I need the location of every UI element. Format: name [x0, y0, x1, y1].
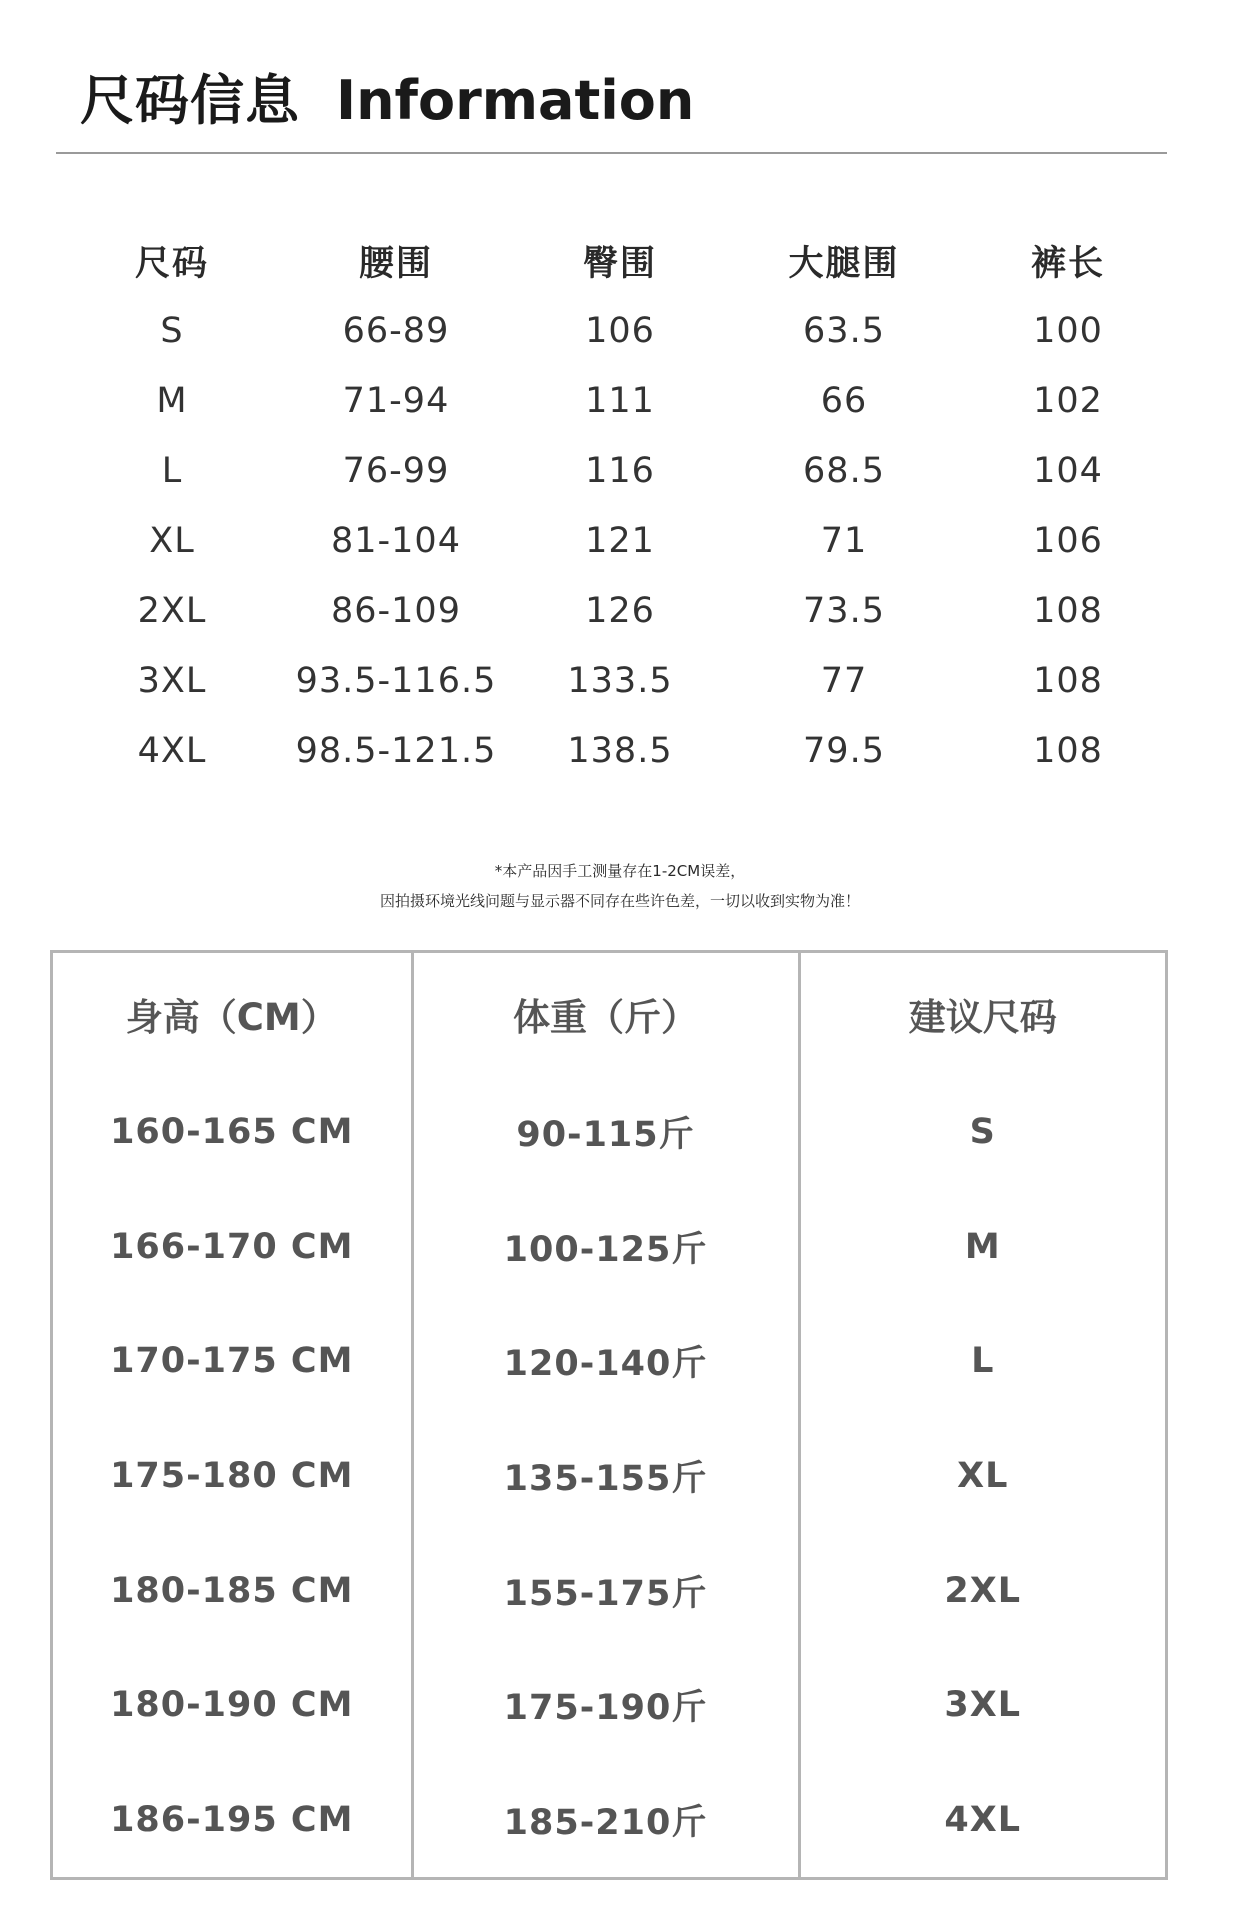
cell-waist: 71-94 [342, 381, 450, 421]
cell-waist: 98.5-121.5 [295, 731, 497, 771]
cell-waist: 76-99 [342, 451, 450, 491]
table-row [60, 646, 1180, 716]
header-length: 裤长 [1030, 244, 1105, 284]
header-size: 尺码 [134, 244, 209, 284]
header-hip: 臀围 [582, 244, 657, 284]
header-weight: 体重（斤） [412, 953, 799, 1075]
cell-waist: 93.5-116.5 [295, 661, 497, 701]
cell-hip: 126 [585, 591, 655, 631]
cell-size: 3XL [137, 661, 207, 701]
cell-thigh: 79.5 [803, 731, 885, 771]
cell-waist: 81-104 [331, 521, 461, 561]
cell-length: 108 [1033, 591, 1103, 631]
cell-hip: 106 [585, 311, 655, 351]
cell-suggested-size: S [799, 1075, 1165, 1190]
cell-thigh: 66 [820, 381, 868, 421]
cell-weight: 120-140斤 [412, 1304, 799, 1419]
cell-weight: 135-155斤 [412, 1419, 799, 1534]
cell-thigh: 68.5 [803, 451, 885, 491]
cell-hip: 111 [585, 381, 655, 421]
table-row [60, 576, 1180, 646]
cell-suggested-size: M [799, 1190, 1165, 1305]
header-waist: 腰围 [358, 244, 433, 284]
header-suggested-size: 建议尺码 [799, 953, 1165, 1075]
recommendation-header-row [53, 953, 1165, 1075]
table-row [60, 366, 1180, 436]
cell-waist: 66-89 [342, 311, 450, 351]
cell-size: M [156, 381, 188, 421]
cell-weight: 155-175斤 [412, 1533, 799, 1648]
cell-height: 175-180 CM [110, 1455, 354, 1496]
cell-weight: 90-115斤 [412, 1075, 799, 1190]
cell-suggested-size: 2XL [799, 1533, 1165, 1648]
cell-length: 102 [1033, 381, 1103, 421]
title-divider [56, 152, 1167, 154]
color-disclaimer-note: 因拍摄环境光线问题与显示器不同存在些许色差，一切以收到实物为准！ [379, 892, 860, 910]
table-row [53, 1190, 1165, 1305]
cell-thigh: 63.5 [803, 311, 885, 351]
cell-weight: 185-210斤 [412, 1762, 799, 1877]
table-row [53, 1533, 1165, 1648]
cell-hip: 133.5 [567, 661, 673, 701]
cell-suggested-size: XL [799, 1419, 1165, 1534]
cell-height: 166-170 CM [110, 1226, 354, 1267]
table-row [60, 506, 1180, 576]
cell-weight: 175-190斤 [412, 1648, 799, 1763]
size-chart-header-row [60, 226, 1180, 296]
cell-thigh: 77 [820, 661, 868, 701]
header-thigh: 大腿围 [788, 244, 900, 284]
cell-height: 160-165 CM [110, 1112, 354, 1153]
table-row [60, 716, 1180, 786]
table-row [53, 1648, 1165, 1763]
cell-height: 186-195 CM [110, 1799, 354, 1840]
cell-size: L [161, 451, 183, 491]
cell-waist: 86-109 [331, 591, 461, 631]
cell-hip: 116 [585, 451, 655, 491]
size-recommendation-table [53, 953, 1165, 1877]
cell-suggested-size: L [799, 1304, 1165, 1419]
table-row [53, 1075, 1165, 1190]
table-row [53, 1419, 1165, 1534]
table-row [60, 436, 1180, 506]
cell-suggested-size: 3XL [799, 1648, 1165, 1763]
title-chinese: 尺码信息 [80, 69, 300, 132]
cell-height: 180-185 CM [110, 1570, 354, 1611]
table-row [53, 1762, 1165, 1877]
cell-hip: 138.5 [567, 731, 673, 771]
cell-suggested-size: 4XL [799, 1762, 1165, 1877]
cell-length: 106 [1033, 521, 1103, 561]
cell-length: 100 [1033, 311, 1103, 351]
cell-hip: 121 [585, 521, 655, 561]
cell-size: S [160, 311, 184, 351]
cell-thigh: 73.5 [803, 591, 885, 631]
cell-size: 2XL [137, 591, 207, 631]
cell-height: 170-175 CM [110, 1341, 354, 1382]
size-chart-table [60, 226, 1180, 786]
table-row [53, 1304, 1165, 1419]
cell-height: 180-190 CM [110, 1685, 354, 1726]
size-recommendation-box [50, 950, 1168, 1880]
cell-size: 4XL [137, 731, 207, 771]
cell-length: 108 [1033, 661, 1103, 701]
header-height: 身高（CM） [125, 996, 338, 1039]
cell-size: XL [149, 521, 195, 561]
measurement-note: *本产品因手工测量存在1-2CM误差， [494, 862, 746, 880]
cell-length: 108 [1033, 731, 1103, 771]
cell-thigh: 71 [820, 521, 868, 561]
cell-weight: 100-125斤 [412, 1190, 799, 1305]
title-english: Information [336, 69, 695, 132]
page-title [80, 58, 694, 135]
cell-length: 104 [1033, 451, 1103, 491]
table-row [60, 296, 1180, 366]
